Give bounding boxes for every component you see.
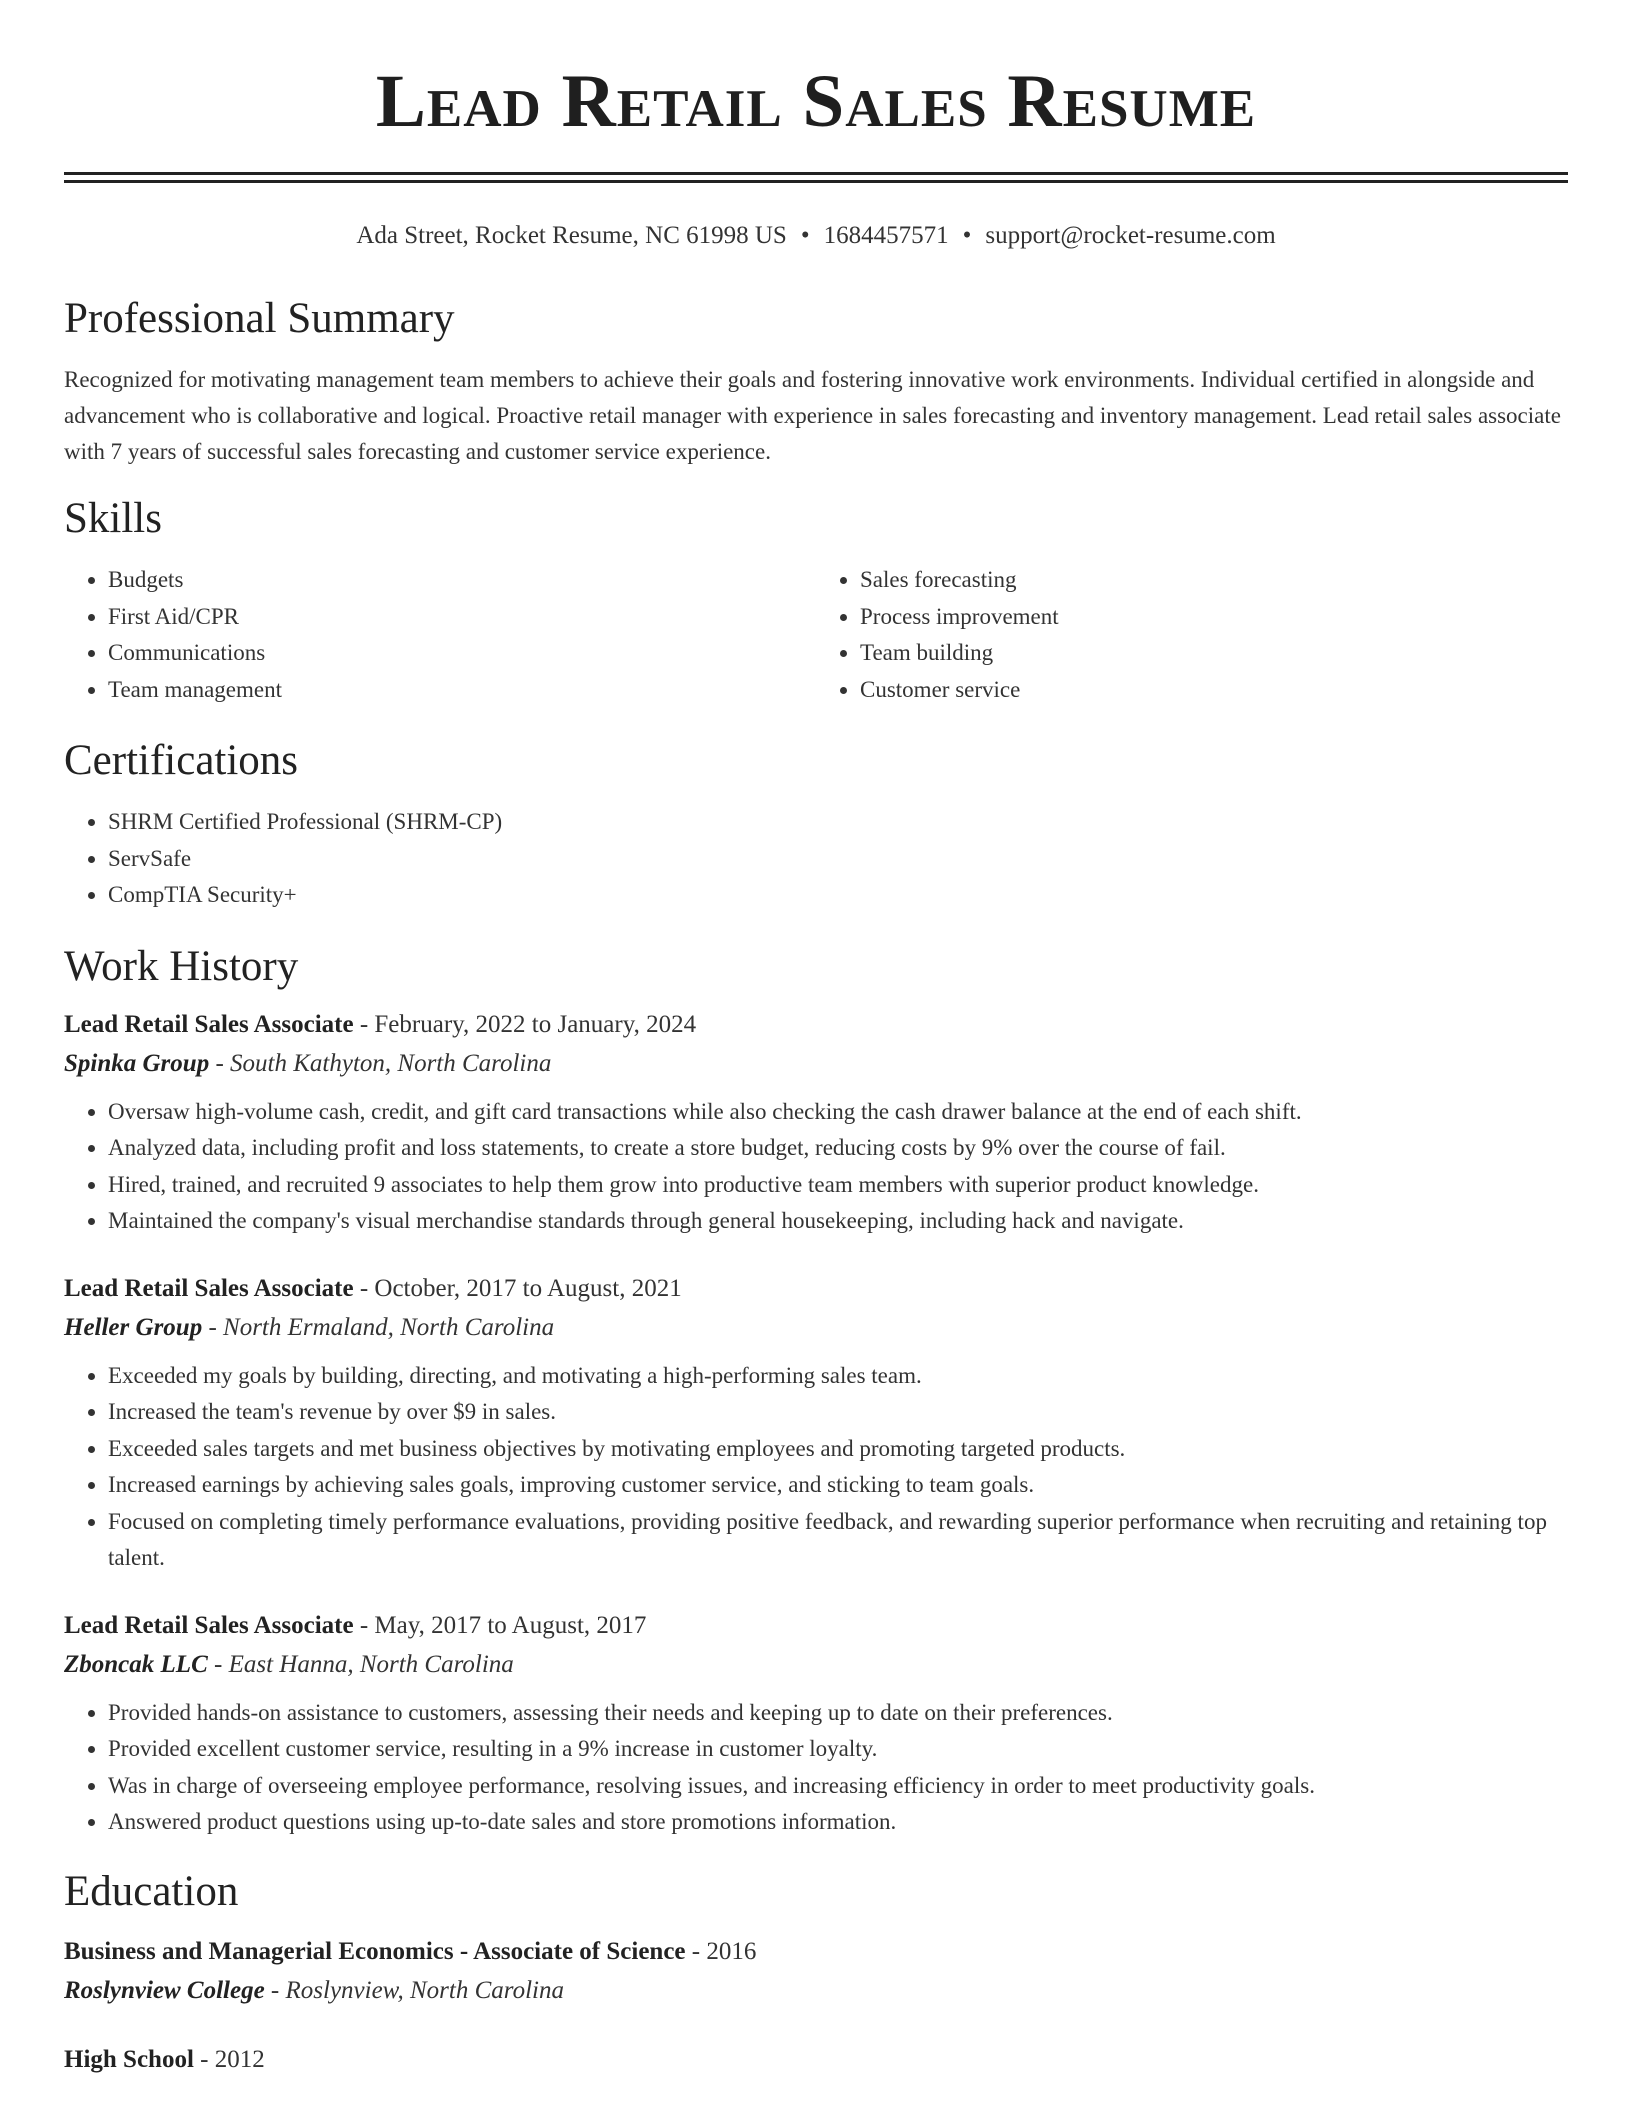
job-bullet: • Answered product questions using up-to-date sales and store promotions information. — [108, 1804, 1568, 1841]
job-bullets — [64, 1094, 1568, 1240]
job-employer: Heller Group - North Ermaland, North Carolina — [64, 1313, 555, 1341]
job-bullets — [64, 1695, 1568, 1841]
job-title: Lead Retail Sales Associate — [64, 1611, 354, 1639]
skill-item: • Customer service — [860, 672, 1568, 709]
job-title: Lead Retail Sales Associate — [64, 1010, 354, 1038]
job-entry — [64, 1006, 1568, 1240]
skill-item: • Process improvement — [860, 599, 1568, 636]
certification-item: • ServSafe — [108, 841, 1568, 878]
job-bullet: • Was in charge of overseeing employee performance, resolving issues, and increasing efficiency in order to meet productivity goals. — [108, 1768, 1568, 1805]
job-bullet: • Exceeded sales targets and met business objectives by motivating employees and promoting targeted products. — [108, 1431, 1568, 1468]
certifications-heading: Certifications — [64, 737, 299, 784]
contact-separator: • — [800, 222, 810, 249]
job-header: Lead Retail Sales Associate - October, 2017 to August, 2021 — [64, 1274, 682, 1302]
contact-line — [64, 221, 1568, 251]
job-dates: May, 2017 to August, 2017 — [374, 1611, 647, 1639]
skills-list — [64, 562, 1568, 708]
education-entry — [64, 1933, 1568, 2011]
education-entry — [64, 2041, 1568, 2079]
job-entry — [64, 1607, 1568, 1841]
job-bullet: • Exceeded my goals by building, directing, and motivating a high-performing sales team. — [108, 1358, 1568, 1395]
skill-item: • Sales forecasting — [860, 562, 1568, 599]
skill-item: • Team building — [860, 635, 1568, 672]
education-location: Roslynview, North Carolina — [285, 1976, 564, 2004]
skills-heading: Skills — [64, 495, 162, 542]
job-location: South Kathyton, North Carolina — [230, 1049, 552, 1077]
education-degree: High School — [64, 2045, 194, 2073]
job-company: Spinka Group — [64, 1049, 210, 1077]
skill-item: • Communications — [108, 635, 816, 672]
skills-column-right — [816, 562, 1568, 708]
job-company: Heller Group — [64, 1313, 203, 1341]
job-bullet: • Maintained the company's visual merchandise standards through general housekeeping, including hack and navigate. — [108, 1203, 1568, 1240]
skill-item: • Budgets — [108, 562, 816, 599]
certifications-list — [64, 804, 1568, 914]
education-header: High School - 2012 — [64, 2045, 265, 2073]
job-bullet: • Increased earnings by achieving sales goals, improving customer service, and sticking to team goals. — [108, 1467, 1568, 1504]
job-bullet: • Hired, trained, and recruited 9 associates to help them grow into productive team members with superior product knowledge. — [108, 1167, 1568, 1204]
job-dates: February, 2022 to January, 2024 — [374, 1010, 697, 1038]
skill-item: • First Aid/CPR — [108, 599, 816, 636]
title-divider — [64, 172, 1568, 183]
job-entry — [64, 1270, 1568, 1577]
job-bullet: • Provided hands-on assistance to customers, assessing their needs and keeping up to date on their preferences. — [108, 1695, 1568, 1732]
skills-column-left — [64, 562, 816, 708]
contact-phone: 1684457571 — [823, 222, 949, 249]
job-bullets — [64, 1358, 1568, 1577]
job-bullet: • Increased the team's revenue by over $9 in sales. — [108, 1394, 1568, 1431]
certification-item: • SHRM Certified Professional (SHRM-CP) — [108, 804, 1568, 841]
education-year: 2012 — [214, 2045, 265, 2073]
job-employer: Zboncak LLC - East Hanna, North Carolina — [64, 1650, 514, 1678]
summary-heading: Professional Summary — [64, 295, 455, 342]
education-degree: Business and Managerial Economics - Associate of Science — [64, 1937, 686, 1965]
resume-title: Lead Retail Sales Resume — [375, 60, 1257, 143]
job-header: Lead Retail Sales Associate - May, 2017 to August, 2017 — [64, 1611, 647, 1639]
skill-item: • Team management — [108, 672, 816, 709]
education-heading: Education — [64, 1867, 239, 1915]
work-history-heading: Work History — [64, 942, 299, 990]
job-company: Zboncak LLC — [64, 1650, 208, 1678]
job-employer: Spinka Group - South Kathyton, North Carolina — [64, 1049, 552, 1077]
education-header: Business and Managerial Economics - Associate of Science - 2016 — [64, 1937, 757, 1965]
resume-page — [64, 0, 1568, 2079]
job-location: North Ermaland, North Carolina — [223, 1313, 555, 1341]
certification-item: • CompTIA Security+ — [108, 877, 1568, 914]
summary-text: Recognized for motivating management team members to achieve their goals and fostering innovative work environments. Individual certified in alongside and advancement who is collaborative and logical. Proactive retail manager with experience in sales forecasting and inventory management. Lead retail sales associate with 7 years of successful sales forecasting and customer service experience. — [64, 367, 1561, 464]
job-bullet: • Provided excellent customer service, resulting in a 9% increase in customer loyalty. — [108, 1731, 1568, 1768]
job-location: East Hanna, North Carolina — [228, 1650, 514, 1678]
job-bullet: • Focused on completing timely performance evaluations, providing positive feedback, and rewarding superior performance when recruiting and retaining top talent. — [108, 1504, 1568, 1577]
job-header: Lead Retail Sales Associate - February, 2022 to January, 2024 — [64, 1010, 697, 1038]
job-dates: October, 2017 to August, 2021 — [374, 1274, 682, 1302]
contact-email: support@rocket-resume.com — [985, 222, 1276, 249]
job-title: Lead Retail Sales Associate — [64, 1274, 354, 1302]
education-school: Roslynview College — [64, 1976, 265, 2004]
education-year: 2016 — [706, 1937, 757, 1965]
contact-address: Ada Street, Rocket Resume, NC 61998 US — [356, 222, 787, 249]
job-bullet: • Analyzed data, including profit and loss statements, to create a store budget, reducing costs by 9% over the course of fail. — [108, 1130, 1568, 1167]
job-bullet: • Oversaw high-volume cash, credit, and gift card transactions while also checking the cash drawer balance at the end of each shift. — [108, 1094, 1568, 1131]
contact-separator: • — [962, 222, 972, 249]
education-school-line: Roslynview College - Roslynview, North Carolina — [64, 1976, 564, 2004]
